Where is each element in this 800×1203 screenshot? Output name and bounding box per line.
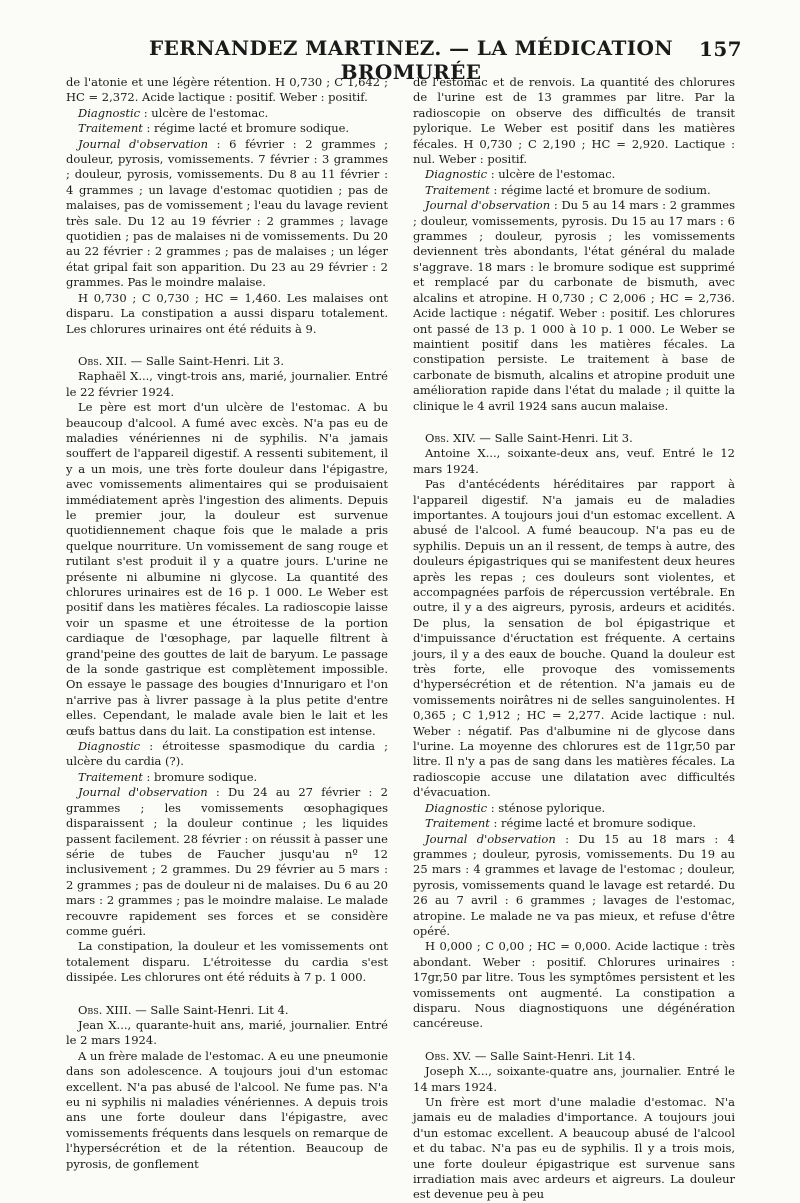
paragraph: Un frère est mort d'une maladie d'estomac. N'a jamais eu de maladies d'importance. A toujours joui d'un estomac excellent. A beaucoup abusé de l'alcool et du tabac. N'a pas eu de syphilis. Il y a trois mois, une forte douleur épigastrique est survenue sans irradiation mais avec ardeurs et aigreurs. La douleur est devenue peu à peu [413, 1095, 735, 1202]
journal-paragraph [66, 785, 388, 939]
text: : régime lacté et bromure sodique. [142, 121, 350, 136]
text: : bromure sodique. [142, 769, 258, 784]
patient-line: Antoine X..., soixante-deux ans, veuf. Entré le 12 mars 1924. [413, 446, 735, 476]
label: Journal d'observation [425, 831, 556, 846]
obs-location: — Salle Saint-Henri. Lit 3. [127, 353, 285, 368]
label: Diagnostic [425, 800, 488, 815]
obs-number: Obs. XIII. [78, 1002, 132, 1017]
journal-paragraph [413, 198, 735, 414]
paragraph: Le père est mort d'un ulcère de l'estomac. A bu beaucoup d'alcool. A fumé avec excès. N'a pas eu de maladies vénériennes ni de syphilis. N'a jamais souffert de l'appareil digestif. A ressenti subitement, il y a un mois, une très forte douleur dans l'épigastre, avec vomissements alimentaires qui se produisaient immédiatement après l'ingestion des aliments. Depuis le premier jour, la douleur est survenue quotidiennement chaque fois que le malade a pris quelque nourriture. Un vomissement de sang rouge et rutilant s'est produit il y a quatre jours. L'urine ne présente ni albumine ni glycose. La quantité des chlorures urinaires est de 16 p. 1 000. Le Weber est positif dans les matières fécales. La radioscopie laisse voir un spasme et une étroitesse de la portion cardiaque de l'œsophage, par laquelle filtrent à grand'peine des gouttes de lait de baryum. Le passage de la sonde gastrique est complètement impossible. On essaye le passage des bougies d'Innurigaro et l'on n'arrive pas à livrer passage à la plus petite d'entre elles. Cependant, le malade avale bien le lait et les œufs battus dans du lait. La constipation est intense. [66, 400, 388, 738]
label: Journal d'observation [425, 198, 551, 213]
page-header [80, 36, 742, 84]
obs-location: — Salle Saint-Henri. Lit 4. [131, 1002, 289, 1017]
label: Traitement [425, 816, 490, 831]
label: Diagnostic [78, 105, 141, 120]
paragraph: La constipation, la douleur et les vomissements ont totalement disparu. L'étroitesse du cardia s'est dissipée. Les chlorures ont été réduits à 7 p. 1 000. [66, 939, 388, 985]
obs-number: Obs. XII. [78, 353, 128, 368]
diagnostic-line [413, 167, 735, 182]
obs-location: — Salle Saint-Henri. Lit 3. [475, 430, 633, 445]
obs-location: — Salle Saint-Henri. Lit 14. [471, 1048, 636, 1063]
treatment-line [66, 121, 388, 136]
text: : Du 24 au 27 février : 2 grammes ; les vomissements œsophagiques disparaissent ; la douleur continue ; les liquides passent facilement. 28 février : on réussit à passer une série de tubes de Faucher jusqu'au nº 12 inclusivement ; 2 grammes. Du 29 février au 5 mars : 2 grammes ; pas de douleur ni de malaises. Du 6 au 20 mars : 2 grammes ; pas le moindre malaise. Le malade recouvre rapidement ses forces et se considère comme guéri. [66, 785, 388, 938]
text: : ulcère de l'estomac. [140, 105, 269, 120]
text: : étroitesse spasmodique du cardia ; ulcère du cardia (?). [66, 739, 388, 769]
label: Journal d'observation [78, 785, 208, 800]
paragraph: A un frère malade de l'estomac. A eu une pneumonie dans son adolescence. A toujours joui d'un estomac excellent. N'a pas abusé de l'alcool. Ne fume pas. N'a eu ni syphilis ni maladies vénériennes. A depuis trois ans une forte douleur dans l'épigastre, avec vomissements fréquents dans lesquels on remarque de l'hypersécrétion et de la rétention. Beaucoup de pyrosis, de gonflement [66, 1048, 388, 1171]
obs-12-heading [66, 354, 388, 369]
label: Traitement [78, 769, 143, 784]
label: Traitement [78, 121, 143, 136]
left-column [66, 75, 388, 1171]
patient-line: Jean X..., quarante-huit ans, marié, journalier. Entré le 2 mars 1924. [66, 1017, 388, 1048]
text: : régime lacté et bromure de sodium. [489, 182, 711, 197]
paragraph: de l'estomac et de renvois. La quantité des chlorures de l'urine est de 13 grammes par litre. Par la radioscopie on observe des difficultés de transit pylorique. Le Weber est positif dans les matières fécales. H 0,730 ; C 2,190 ; HC = 2,920. Lactique : nul. Weber : positif. [413, 75, 735, 167]
diagnostic-line [413, 801, 735, 816]
text: : Du 15 au 18 mars : 4 grammes ; douleur, pyrosis, vomissements. Du 19 au 25 mars : 4 grammes et lavage de l'estomac ; douleur, pyrosis, vomissements quand le lavage est retardé. Du 26 au 7 avril : 6 grammes ; lavages de l'estomac, atropine. Le malade ne va pas mieux, et refuse d'être opéré. [413, 831, 735, 938]
treatment-line [413, 183, 735, 198]
page-number: 157 [699, 37, 742, 61]
label: Journal d'observation [78, 136, 209, 151]
text: : ulcère de l'estomac. [487, 167, 616, 182]
diagnostic-line [66, 106, 388, 121]
journal-paragraph [413, 832, 735, 940]
patient-line: Raphaël X..., vingt-trois ans, marié, journalier. Entré le 22 février 1924. [66, 369, 388, 399]
label: Diagnostic [78, 739, 141, 754]
paragraph: H 0,000 ; C 0,00 ; HC = 0,000. Acide lactique : très abondant. Weber : positif. Chlorures urinaires : 17gr,50 par litre. Tous les symptômes persistent et les vomissements ont augmenté. La constipation a disparu. Nous diagnostiquons une dégénération cancéreuse. [413, 939, 735, 1031]
treatment-line [413, 816, 735, 831]
paragraph: de l'atonie et une légère rétention. H 0,730 ; C 1,642 ; HC = 2,372. Acide lactique : positif. Weber : positif. [66, 75, 388, 105]
obs-15-heading [413, 1049, 735, 1064]
obs-number: Obs. XIV. [425, 430, 476, 445]
running-title: FERNANDEZ MARTINEZ. — LA MÉDICATION BROMURÉE [148, 36, 674, 84]
label: Diagnostic [425, 167, 488, 182]
right-column [413, 75, 735, 1202]
obs-14-heading [413, 431, 735, 446]
paragraph: Pas d'antécédents héréditaires par rapport à l'appareil digestif. N'a jamais eu de maladies importantes. A toujours joui d'un estomac excellent. A abusé de l'alcool. A fumé beaucoup. N'a pas eu de syphilis. Depuis un an il ressent, de temps à autre, des douleurs épigastriques qui se manifestent deux heures après les repas ; ces douleurs sont violentes, et accompagnées parfois de répercussion vertébrale. En outre, il y a des aigreurs, pyrosis, ardeurs et acidités. De plus, la sensation de bol épigastrique et d'impuissance d'éructation est fréquente. A certains jours, il y a des eaux de bouche. Quand la douleur est très forte, elle provoque des vomissements d'hypersécrétion et de rétention. N'a jamais eu de vomissements noirâtres ni de selles sanguinolentes. H 0,365 ; C 1,912 ; HC = 2,277. Acide lactique : nul. Weber : négatif. Pas d'albumine ni de glycose dans l'urine. La moyenne des chlorures est de 11gr,50 par litre. Il n'y a pas de sang dans les matières fécales. La radioscopie accuse une dilatation avec difficultés d'évacuation. [413, 477, 735, 800]
text: : 6 février : 2 grammes ; douleur, pyrosis, vomissements. 7 février : 3 grammes ; douleur, pyrosis, vomissements. Du 8 au 11 février : 4 grammes ; un lavage d'estomac quotidien ; pas de malaises, pas de vomissement ; l'eau du lavage revient très sale. Du 12 au 19 février : 2 grammes ; lavage quotidien ; pas de malaises ni de vomissements. Du 20 au 22 février : 2 grammes ; pas de malaises ; un léger état gripal fait son apparition. Du 23 au 29 février : 2 grammes. Pas le moindre malaise. [66, 136, 388, 290]
patient-line: Joseph X..., soixante-quatre ans, journalier. Entré le 14 mars 1924. [413, 1064, 735, 1094]
obs-13-heading [66, 1003, 388, 1018]
diagnostic-line [66, 739, 388, 770]
treatment-line [66, 770, 388, 785]
label: Traitement [425, 182, 490, 197]
obs-number: Obs. XV. [425, 1048, 472, 1063]
journal-paragraph [66, 137, 388, 291]
text: : sténose pylorique. [487, 800, 606, 815]
paragraph: H 0,730 ; C 0,730 ; HC = 1,460. Les malaises ont disparu. La constipation a aussi disparu totalement. Les chlorures urinaires ont été réduits à 9. [66, 290, 388, 336]
text: : Du 5 au 14 mars : 2 grammes ; douleur, vomissements, pyrosis. Du 15 au 17 mars : 6 grammes ; douleur, pyrosis ; les vomissements deviennent très abondants, l'état général du malade s'aggrave. 18 mars : le bromure sodique est supprimé et remplacé par du carbonate de bismuth, avec alcalins et atropine. H 0,730 ; C 2,006 ; HC = 2,736. Acide lactique : négatif. Weber : positif. Les chlorures ont passé de 13 p. 1 000 à 10 p. 1 000. Le Weber se maintient positif dans les matières fécales. La constipation persiste. Le traitement à base de carbonate de bismuth, alcalins et atropine produit une amélioration rapide dans l'état du malade ; il quitte la clinique le 4 avril 1924 sans aucun malaise. [413, 198, 735, 413]
text: : régime lacté et bromure sodique. [489, 816, 697, 831]
